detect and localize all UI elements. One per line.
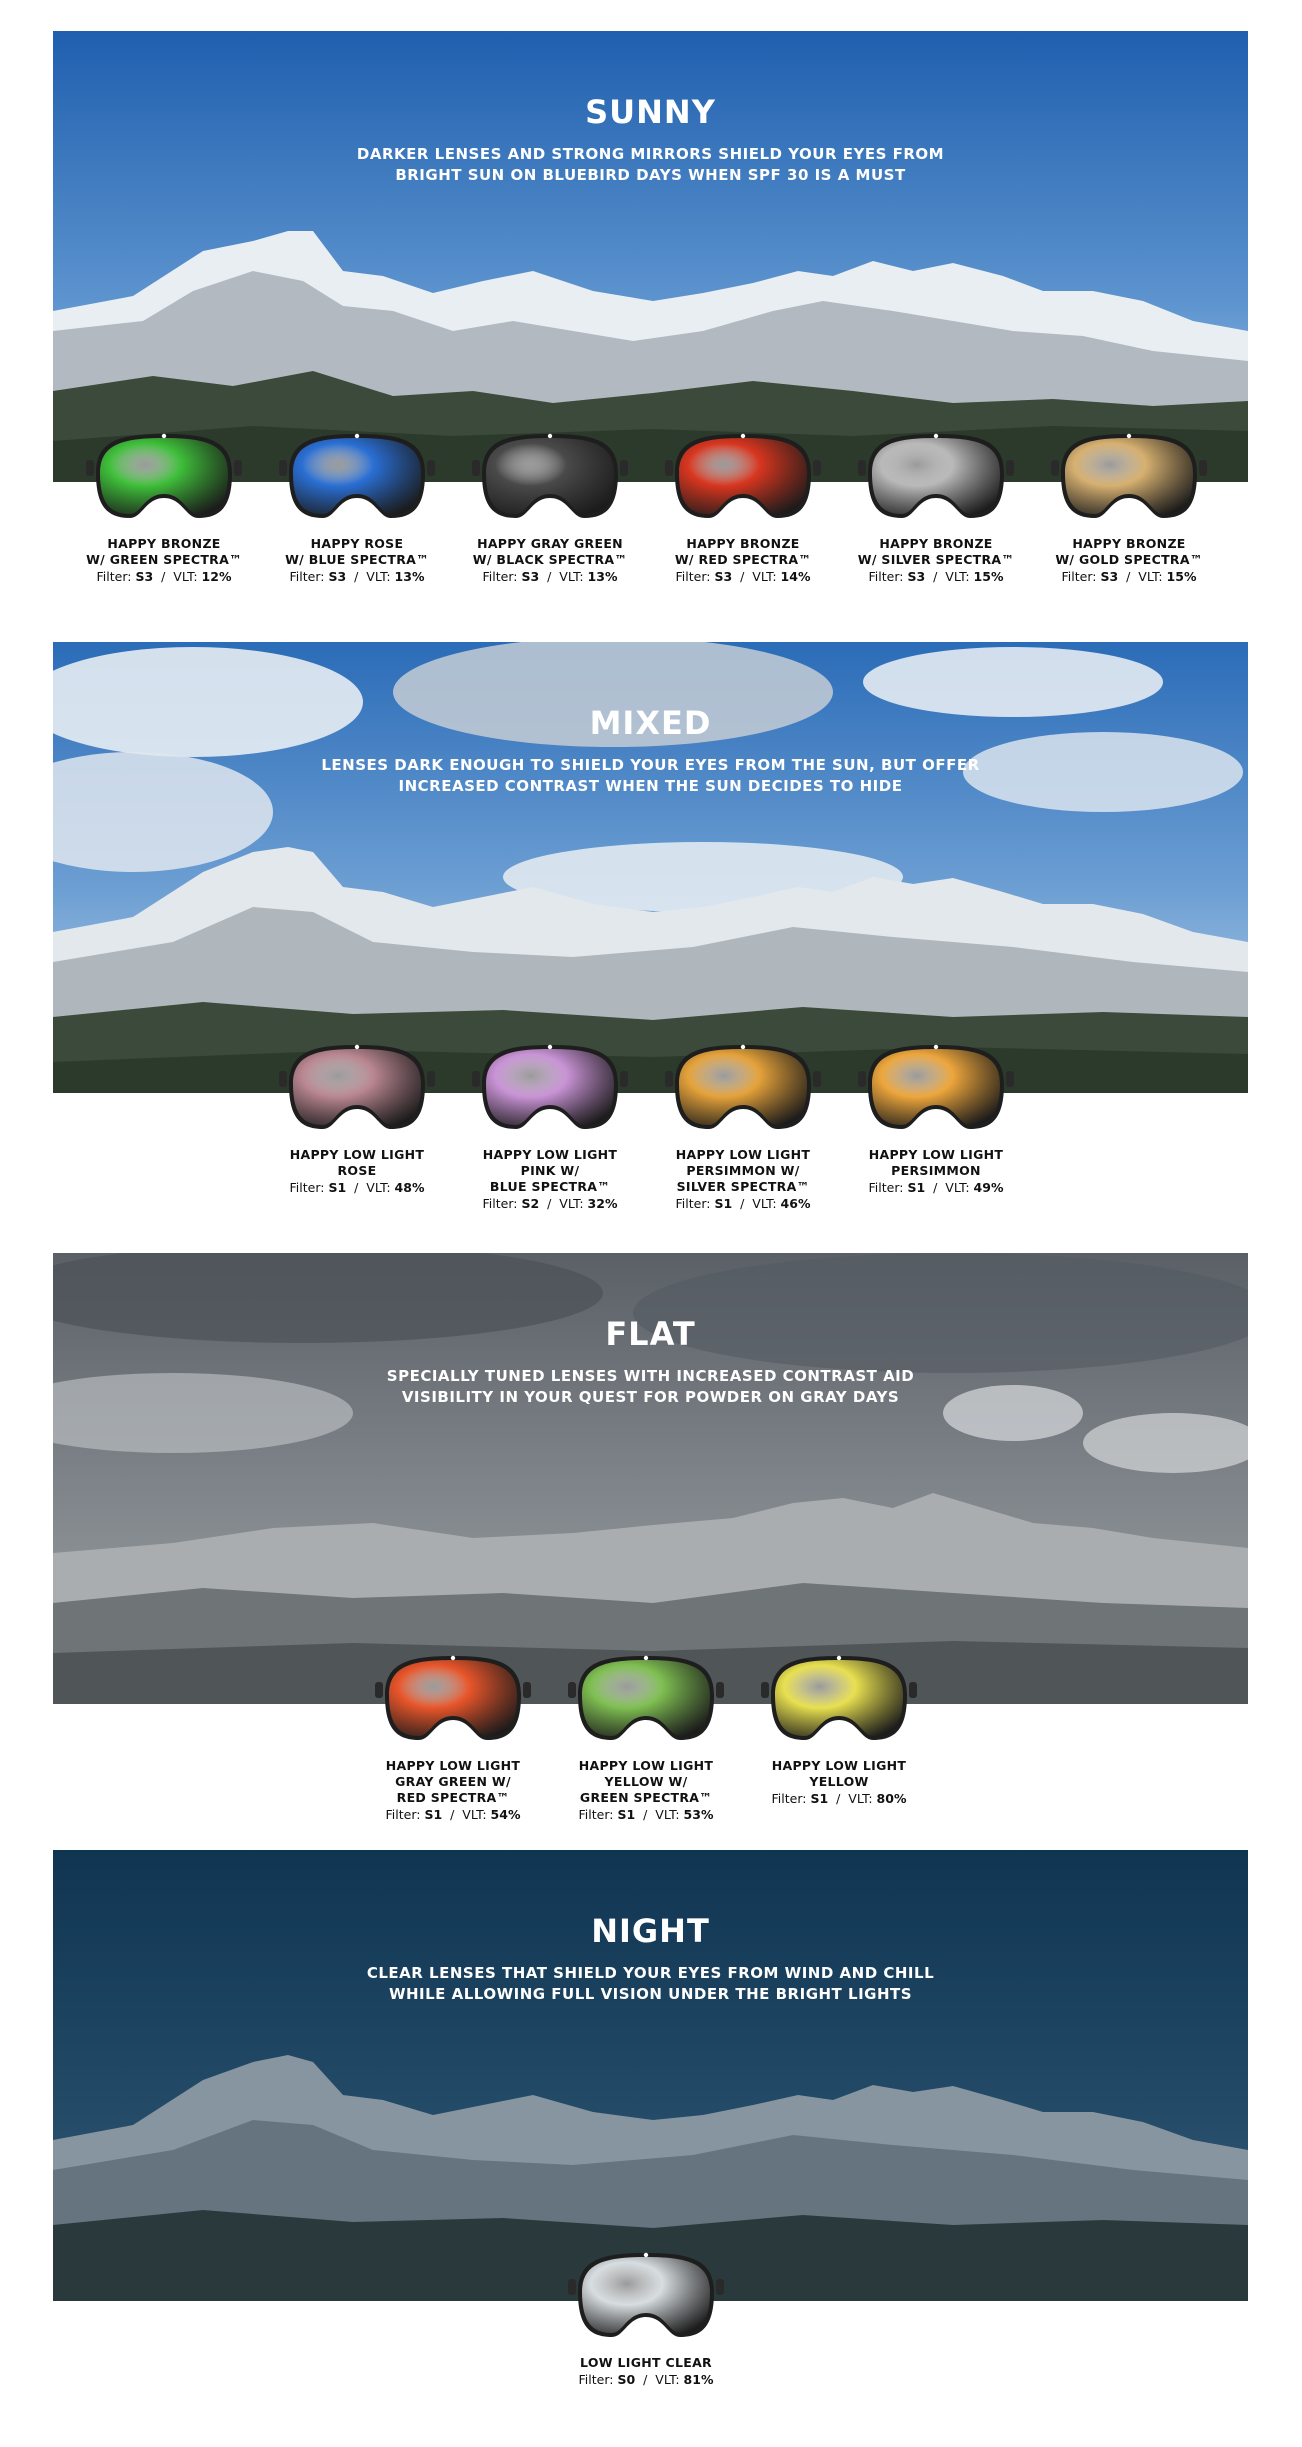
lens-item bbox=[470, 1039, 630, 1212]
lens-name bbox=[1049, 536, 1209, 568]
filter-value: S2 bbox=[521, 1196, 540, 1211]
vlt-label: VLT: bbox=[655, 1807, 680, 1822]
filter-label: Filter: bbox=[482, 1196, 518, 1211]
filter-label: Filter: bbox=[96, 569, 132, 584]
lens-name-line: W/ RED SPECTRA™ bbox=[674, 552, 812, 567]
vlt-label: VLT: bbox=[848, 1791, 873, 1806]
lens-name bbox=[470, 536, 630, 568]
vlt-value: 14% bbox=[780, 569, 811, 584]
lens-list bbox=[53, 1039, 1248, 1239]
filter-value: S1 bbox=[617, 1807, 636, 1822]
lens-name-line: W/ SILVER SPECTRA™ bbox=[857, 552, 1015, 567]
lens-item bbox=[663, 428, 823, 585]
lens-specs bbox=[277, 1179, 437, 1196]
spec-separator: / bbox=[925, 1180, 946, 1195]
lens-item bbox=[1049, 428, 1209, 585]
vlt-value: 15% bbox=[1166, 569, 1197, 584]
vlt-label: VLT: bbox=[559, 569, 584, 584]
lens-item bbox=[856, 428, 1016, 585]
lens-item bbox=[566, 1650, 726, 1823]
spec-separator: / bbox=[828, 1791, 849, 1806]
vlt-label: VLT: bbox=[173, 569, 198, 584]
goggle-lens-icon bbox=[665, 1039, 821, 1135]
filter-label: Filter: bbox=[385, 1807, 421, 1822]
lens-name-line: PINK W/ bbox=[520, 1163, 580, 1178]
lens-name-line: W/ GREEN SPECTRA™ bbox=[86, 552, 242, 567]
vlt-label: VLT: bbox=[1138, 569, 1163, 584]
goggle-lens-icon bbox=[665, 428, 821, 524]
spec-separator: / bbox=[539, 1196, 560, 1211]
spec-separator: / bbox=[1118, 569, 1139, 584]
spec-separator: / bbox=[539, 569, 560, 584]
lens-name-line: HAPPY LOW LIGHT bbox=[578, 1758, 714, 1773]
lens-name-line: HAPPY LOW LIGHT bbox=[675, 1147, 811, 1162]
vlt-value: 48% bbox=[394, 1180, 425, 1195]
lens-name-line: PERSIMMON W/ bbox=[686, 1163, 800, 1178]
lens-specs bbox=[856, 568, 1016, 585]
lens-name bbox=[663, 1147, 823, 1195]
section-subtitle: CLEAR LENSES THAT SHIELD YOUR EYES FROM WIND AND CHILL WHILE ALLOWING FULL VISION UNDER THE BRIGHT LIGHTS bbox=[366, 1964, 935, 2003]
filter-label: Filter: bbox=[675, 1196, 711, 1211]
lens-item bbox=[277, 428, 437, 585]
vlt-value: 49% bbox=[973, 1180, 1004, 1195]
section-title: FLAT bbox=[605, 1315, 696, 1353]
filter-value: S3 bbox=[521, 569, 540, 584]
vlt-label: VLT: bbox=[462, 1807, 487, 1822]
lens-name bbox=[759, 1758, 919, 1790]
lens-specs bbox=[663, 1195, 823, 1212]
vlt-value: 13% bbox=[394, 569, 425, 584]
lens-specs bbox=[1049, 568, 1209, 585]
filter-value: S1 bbox=[907, 1180, 926, 1195]
spec-separator: / bbox=[635, 1807, 656, 1822]
filter-label: Filter: bbox=[482, 569, 518, 584]
filter-label: Filter: bbox=[675, 569, 711, 584]
lens-name bbox=[277, 1147, 437, 1179]
lens-specs bbox=[856, 1179, 1016, 1196]
lens-name-line: HAPPY ROSE bbox=[310, 536, 404, 551]
vlt-value: 81% bbox=[683, 2372, 714, 2387]
goggle-lens-icon bbox=[761, 1650, 917, 1746]
vlt-label: VLT: bbox=[752, 569, 777, 584]
vlt-label: VLT: bbox=[752, 1196, 777, 1211]
lens-name-line: SILVER SPECTRA™ bbox=[676, 1179, 810, 1194]
vlt-label: VLT: bbox=[366, 569, 391, 584]
spec-separator: / bbox=[442, 1807, 463, 1822]
lens-name-line: RED SPECTRA™ bbox=[396, 1790, 510, 1805]
lens-specs bbox=[373, 1806, 533, 1823]
filter-value: S1 bbox=[714, 1196, 733, 1211]
section-title: MIXED bbox=[589, 704, 712, 742]
lens-item bbox=[856, 1039, 1016, 1196]
lens-specs bbox=[277, 568, 437, 585]
vlt-value: 12% bbox=[201, 569, 232, 584]
filter-value: S1 bbox=[810, 1791, 829, 1806]
lens-name-line: W/ BLACK SPECTRA™ bbox=[472, 552, 628, 567]
filter-label: Filter: bbox=[578, 1807, 614, 1822]
lens-name-line: GRAY GREEN W/ bbox=[395, 1774, 511, 1789]
goggle-lens-icon bbox=[472, 1039, 628, 1135]
goggle-lens-icon bbox=[375, 1650, 531, 1746]
lens-name-line: HAPPY BRONZE bbox=[1072, 536, 1186, 551]
lens-specs bbox=[84, 568, 244, 585]
section-subtitle: DARKER LENSES AND STRONG MIRRORS SHIELD YOUR EYES FROM BRIGHT SUN ON BLUEBIRD DAYS WHEN SPF 30 IS A MUST bbox=[356, 145, 945, 184]
vlt-value: 54% bbox=[490, 1807, 521, 1822]
lens-name-line: W/ BLUE SPECTRA™ bbox=[285, 552, 429, 567]
lens-name-line: HAPPY LOW LIGHT bbox=[771, 1758, 907, 1773]
lens-name-line: HAPPY BRONZE bbox=[107, 536, 221, 551]
lens-item bbox=[566, 2247, 726, 2388]
spec-separator: / bbox=[346, 1180, 367, 1195]
goggle-lens-icon bbox=[568, 2247, 724, 2343]
filter-value: S0 bbox=[617, 2372, 636, 2387]
spec-separator: / bbox=[732, 1196, 753, 1211]
lens-name-line: HAPPY LOW LIGHT bbox=[289, 1147, 425, 1162]
lens-specs bbox=[470, 1195, 630, 1212]
lens-item bbox=[373, 1650, 533, 1823]
lens-name-line: W/ GOLD SPECTRA™ bbox=[1055, 552, 1203, 567]
lens-item bbox=[277, 1039, 437, 1196]
goggle-lens-icon bbox=[1051, 428, 1207, 524]
lens-name bbox=[84, 536, 244, 568]
spec-separator: / bbox=[732, 569, 753, 584]
vlt-label: VLT: bbox=[655, 2372, 680, 2387]
lens-item bbox=[470, 428, 630, 585]
lens-specs bbox=[759, 1790, 919, 1807]
lens-name-line: LOW LIGHT CLEAR bbox=[580, 2355, 712, 2370]
filter-value: S3 bbox=[907, 569, 926, 584]
vlt-value: 46% bbox=[780, 1196, 811, 1211]
filter-label: Filter: bbox=[868, 1180, 904, 1195]
filter-label: Filter: bbox=[289, 1180, 325, 1195]
lens-specs bbox=[663, 568, 823, 585]
lens-name-line: HAPPY GRAY GREEN bbox=[477, 536, 623, 551]
vlt-value: 13% bbox=[587, 569, 618, 584]
lens-item bbox=[84, 428, 244, 585]
spec-separator: / bbox=[925, 569, 946, 584]
lens-name-line: YELLOW W/ bbox=[604, 1774, 688, 1789]
filter-value: S1 bbox=[424, 1807, 443, 1822]
lens-name bbox=[566, 1758, 726, 1806]
lens-name-line: YELLOW bbox=[809, 1774, 869, 1789]
goggle-lens-icon bbox=[279, 1039, 435, 1135]
filter-label: Filter: bbox=[868, 569, 904, 584]
lens-name bbox=[470, 1147, 630, 1195]
section-title: NIGHT bbox=[591, 1912, 710, 1950]
vlt-value: 53% bbox=[683, 1807, 714, 1822]
spec-separator: / bbox=[153, 569, 174, 584]
section-subtitle: LENSES DARK ENOUGH TO SHIELD YOUR EYES FROM THE SUN, BUT OFFER INCREASED CONTRAST WHEN THE SUN DECIDES TO HIDE bbox=[321, 756, 980, 795]
lens-name-line: GREEN SPECTRA™ bbox=[579, 1790, 713, 1805]
filter-label: Filter: bbox=[289, 569, 325, 584]
vlt-value: 80% bbox=[876, 1791, 907, 1806]
lens-name bbox=[856, 1147, 1016, 1179]
goggle-lens-icon bbox=[858, 428, 1014, 524]
lens-name-line: HAPPY LOW LIGHT bbox=[868, 1147, 1004, 1162]
goggle-lens-icon bbox=[858, 1039, 1014, 1135]
lens-list bbox=[53, 2247, 1248, 2447]
lens-name bbox=[663, 536, 823, 568]
goggle-lens-icon bbox=[472, 428, 628, 524]
spec-separator: / bbox=[346, 569, 367, 584]
lens-name bbox=[373, 1758, 533, 1806]
filter-value: S3 bbox=[135, 569, 154, 584]
lens-name-line: ROSE bbox=[337, 1163, 377, 1178]
lens-name-line: HAPPY BRONZE bbox=[686, 536, 800, 551]
lens-name-line: PERSIMMON bbox=[891, 1163, 981, 1178]
lens-specs bbox=[470, 568, 630, 585]
lens-name bbox=[566, 2355, 726, 2371]
lens-item bbox=[759, 1650, 919, 1807]
vlt-label: VLT: bbox=[559, 1196, 584, 1211]
section-title: SUNNY bbox=[585, 93, 716, 131]
lens-name-line: BLUE SPECTRA™ bbox=[489, 1179, 611, 1194]
vlt-label: VLT: bbox=[945, 1180, 970, 1195]
filter-value: S3 bbox=[1100, 569, 1119, 584]
vlt-label: VLT: bbox=[366, 1180, 391, 1195]
vlt-value: 15% bbox=[973, 569, 1004, 584]
goggle-lens-icon bbox=[86, 428, 242, 524]
lens-name bbox=[856, 536, 1016, 568]
lens-name-line: HAPPY LOW LIGHT bbox=[482, 1147, 618, 1162]
filter-value: S3 bbox=[328, 569, 347, 584]
vlt-value: 32% bbox=[587, 1196, 618, 1211]
filter-label: Filter: bbox=[578, 2372, 614, 2387]
filter-label: Filter: bbox=[771, 1791, 807, 1806]
filter-value: S1 bbox=[328, 1180, 347, 1195]
lens-list bbox=[53, 1650, 1248, 1850]
lens-name-line: HAPPY LOW LIGHT bbox=[385, 1758, 521, 1773]
filter-value: S3 bbox=[714, 569, 733, 584]
goggle-lens-icon bbox=[568, 1650, 724, 1746]
filter-label: Filter: bbox=[1061, 569, 1097, 584]
lens-item bbox=[663, 1039, 823, 1212]
lens-name-line: HAPPY BRONZE bbox=[879, 536, 993, 551]
spec-separator: / bbox=[635, 2372, 656, 2387]
goggle-lens-icon bbox=[279, 428, 435, 524]
lens-specs bbox=[566, 2371, 726, 2388]
lens-specs bbox=[566, 1806, 726, 1823]
lens-name bbox=[277, 536, 437, 568]
section-subtitle: SPECIALLY TUNED LENSES WITH INCREASED CONTRAST AID VISIBILITY IN YOUR QUEST FOR POWDER ON GRAY DAYS bbox=[386, 1367, 915, 1406]
lens-list bbox=[53, 428, 1248, 628]
vlt-label: VLT: bbox=[945, 569, 970, 584]
